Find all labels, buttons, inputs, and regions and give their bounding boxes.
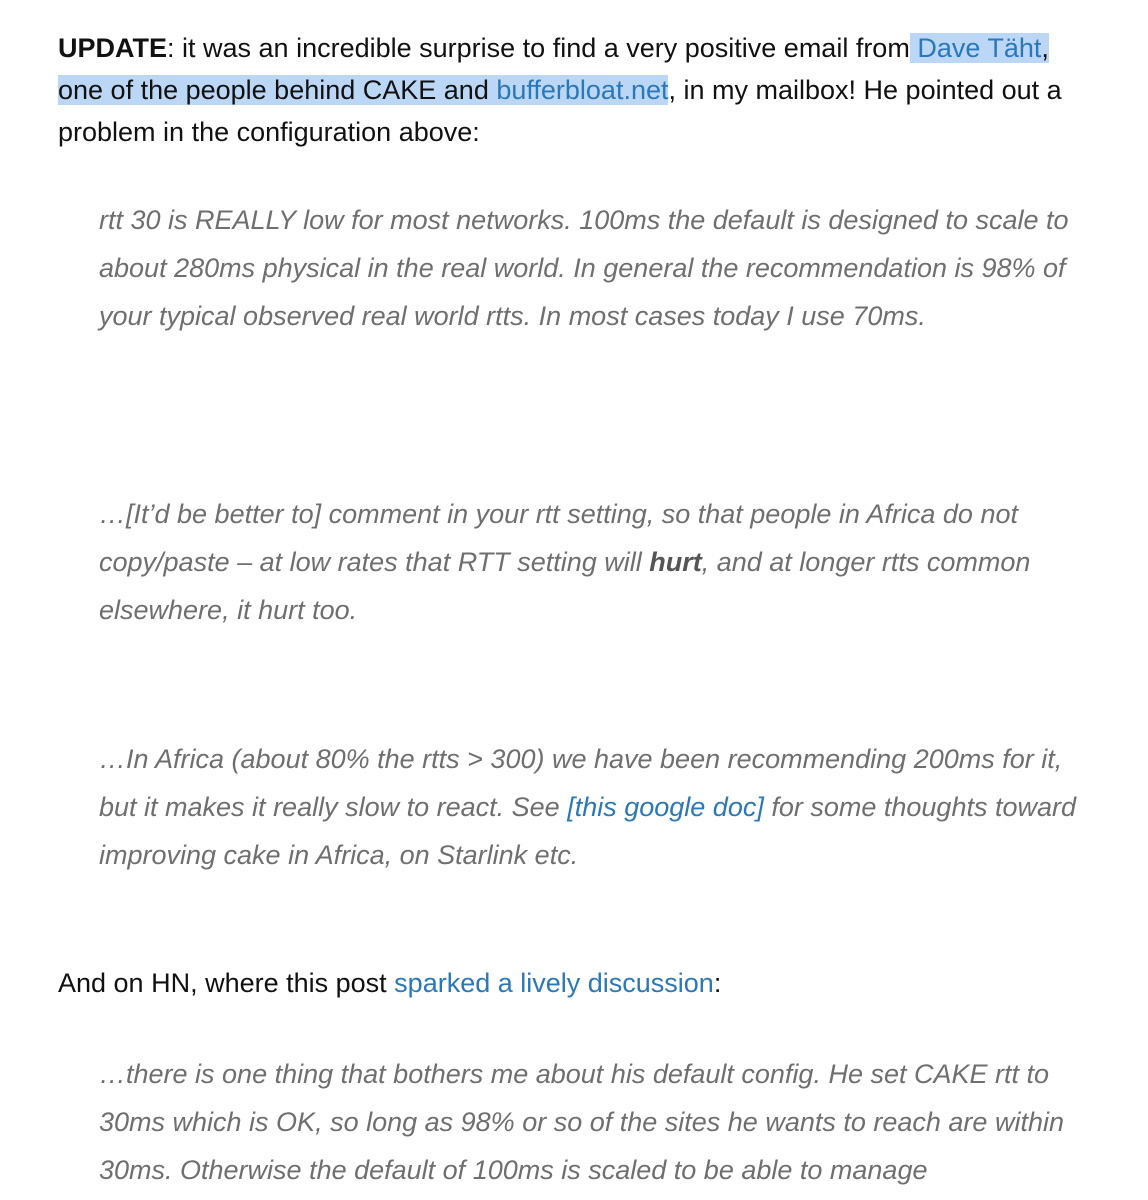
hn-discussion-link[interactable]: sparked a lively discussion [394,968,714,998]
update-text-3: , in my mailbox! He pointed out a problem in the configuration above: [58,75,1062,147]
blockquote-africa-setting [99,490,1089,634]
hn-text-1: And on HN, where this post [58,968,395,998]
hn-paragraph [58,962,1098,1004]
quote-2-text-1: …[It’d be better to] comment in your rtt setting, so that people in Africa do not copy/paste – at low rates that RTT setting will [99,499,1018,577]
google-doc-link[interactable]: [this google doc] [567,792,764,822]
hn-text-2: : [713,968,722,998]
bufferbloat-link[interactable]: bufferbloat.net [496,75,669,105]
blockquote-rtt-low [99,196,1089,340]
quote-1-text: rtt 30 is REALLY low for most networks. 100ms the default is designed to scale to about 280ms physical in the real world. In general the recommendation is 98% of your typical observed real world rtts. In most cases today I use 70ms. [99,205,1069,331]
quote-2-text-2: , and at longer rtts common elsewhere, it hurt too. [99,547,1031,625]
blockquote-hn-comment [99,1050,1089,1194]
update-text-1: : it was an incredible surprise to find a very positive email from [167,33,910,63]
quote-2-bold: hurt [649,547,702,577]
update-label: UPDATE [58,33,168,63]
quote-4-text: …there is one thing that bothers me about his default config. He set CAKE rtt to 30ms which is OK, so long as 98% or so of the sites he wants to reach are within 30ms. Otherwise the default of 100ms is scaled to be able to manage [99,1059,1064,1185]
update-paragraph [58,27,1098,153]
dave-taht-link[interactable]: Dave Täht [917,33,1042,63]
quote-3-text-2: for some thoughts toward improving cake in Africa, on Starlink etc. [99,792,1077,870]
blockquote-africa-rtts [99,735,1089,879]
update-text-2: , one of the people behind CAKE and [58,33,1049,105]
quote-3-text-1: …In Africa (about 80% the rtts > 300) we have been recommending 200ms for it, but it makes it really slow to react. See [99,744,1063,822]
